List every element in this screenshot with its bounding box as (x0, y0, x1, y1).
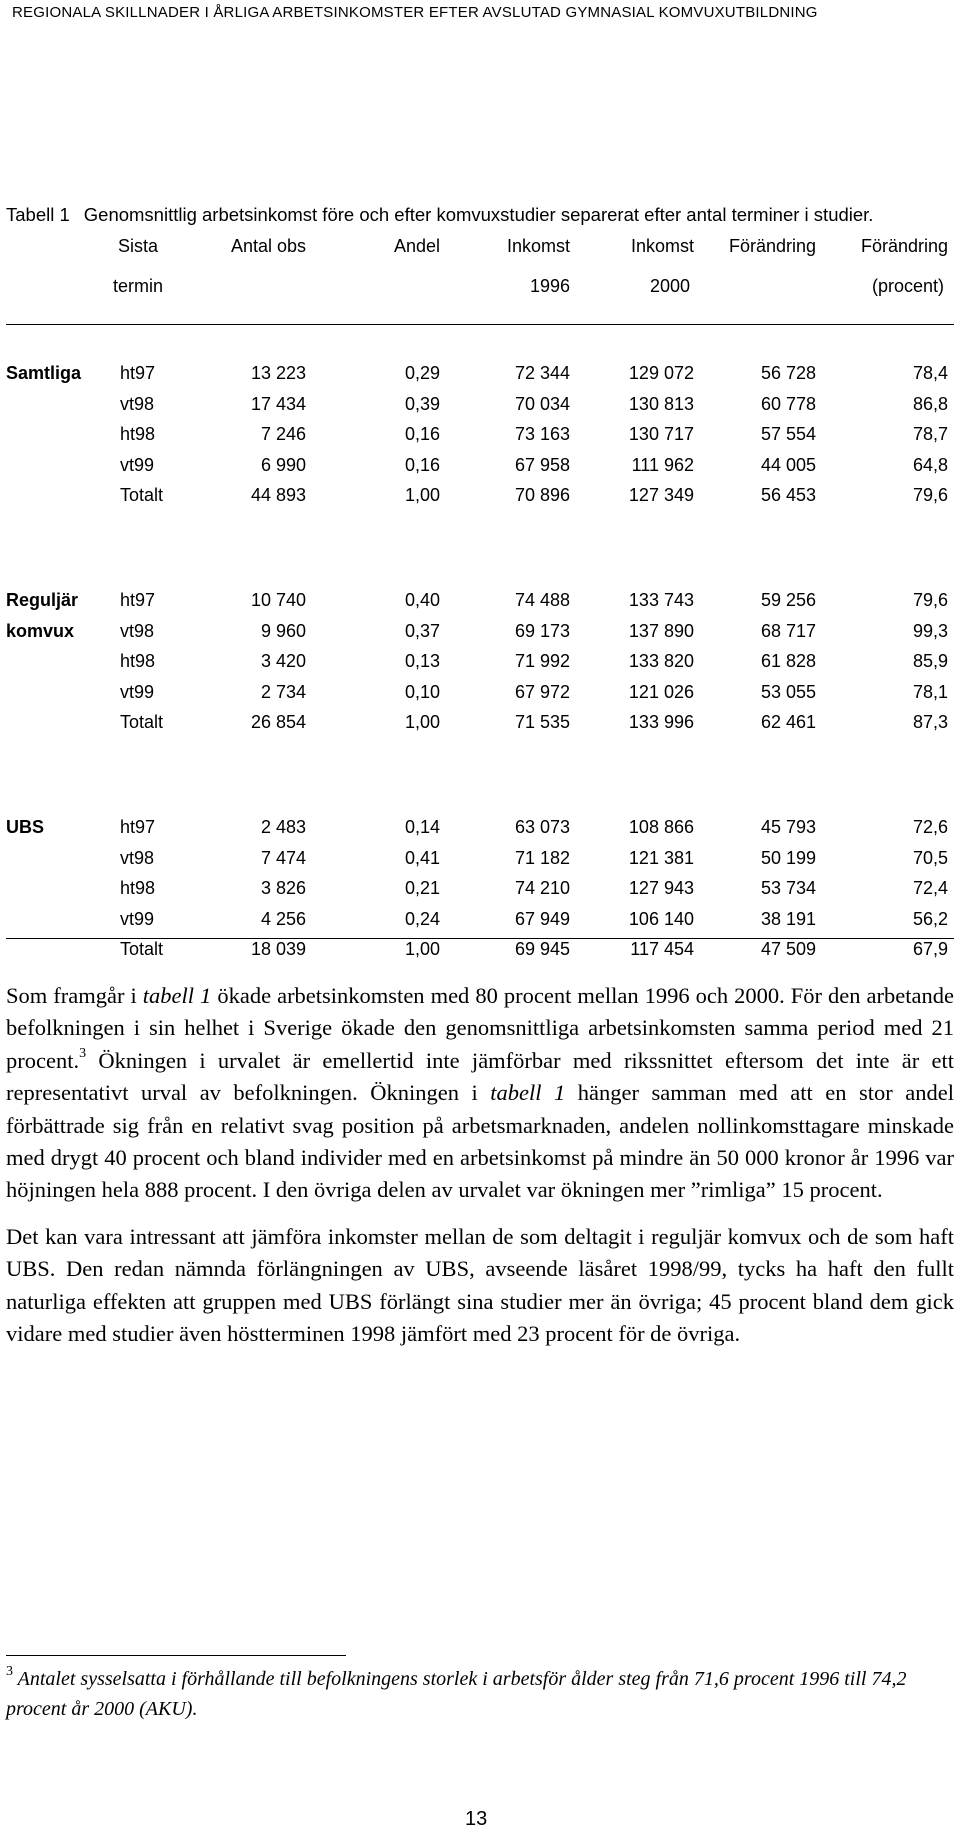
cell-inc1996: 69 945 (514, 939, 570, 959)
cell-inc2000: 130 813 (628, 393, 694, 414)
cell-obs: 2 483 (260, 817, 306, 837)
cell-term: vt98 (120, 620, 155, 641)
cell-pct: 85,9 (912, 651, 948, 671)
cell-inc2000: 117 454 (630, 939, 694, 959)
cell-pct: 56,2 (912, 908, 948, 929)
column-header-obs: Antal obs (230, 236, 306, 256)
cell-term: Totalt (120, 712, 164, 732)
cell-inc1996: 67 949 (514, 908, 570, 929)
cell-pct: 99,3 (912, 620, 948, 641)
cell-change: 59 256 (760, 590, 816, 610)
cell-inc2000: 133 996 (628, 712, 694, 732)
cell-term: vt99 (120, 908, 155, 929)
cell-obs: 3 826 (260, 878, 306, 898)
cell-change: 68 717 (760, 620, 816, 641)
paragraph-2: Det kan vara intressant att jämföra inkomster mellan de som deltagit i reguljär komvux och de som haft UBS. Den redan nämnda förlängningen av UBS, avseende läsåret 1998/99, tycks ha haft den fullt naturliga effekten att gruppen med UBS förlängt sina studier mer än övriga; 45 procent bland dem gick vidare med studier även höstterminen 1998 jämfört med 23 procent för de övriga. (6, 1223, 954, 1347)
cell-share: 0,16 (404, 454, 440, 475)
cell-pct: 67,9 (912, 939, 948, 959)
cell-share: 0,37 (404, 620, 440, 641)
cell-inc1996: 71 992 (514, 651, 570, 671)
column-header-share: Andel (393, 236, 440, 256)
running-header: REGIONALA SKILLNADER I ÅRLIGA ARBETSINKOMSTER EFTER AVSLUTAD GYMNASIAL KOMVUXUTBILDNING (12, 4, 818, 21)
cell-inc2000: 133 743 (628, 590, 694, 610)
cell-obs: 9 960 (260, 620, 306, 641)
footnote (6, 1664, 954, 1724)
cell-inc1996: 70 896 (514, 485, 570, 505)
cell-inc1996: 74 210 (514, 878, 570, 898)
cell-share: 1,00 (404, 712, 440, 732)
cell-obs: 26 854 (250, 712, 306, 732)
group-label-sub: komvux (6, 620, 75, 641)
cell-obs: 10 740 (250, 590, 306, 610)
column-header-income-1996: Inkomst (506, 236, 570, 256)
cell-inc2000: 127 943 (628, 878, 694, 898)
cell-inc2000: 133 820 (628, 651, 694, 671)
cell-inc1996: 63 073 (514, 817, 570, 837)
cell-inc1996: 70 034 (514, 393, 570, 414)
cell-obs: 7 474 (260, 847, 306, 868)
cell-inc1996: 73 163 (514, 424, 570, 444)
cell-term: ht98 (120, 878, 156, 898)
cell-pct: 64,8 (912, 454, 948, 475)
cell-inc2000: 127 349 (628, 485, 694, 505)
table-header-rule (6, 324, 954, 325)
cell-pct: 78,7 (912, 424, 948, 444)
cell-term: vt99 (120, 454, 155, 475)
cell-inc2000: 130 717 (628, 424, 694, 444)
cell-pct: 86,8 (912, 393, 948, 414)
cell-share: 0,29 (404, 363, 440, 383)
cell-change: 56 453 (760, 485, 816, 505)
body-text (6, 980, 954, 1364)
cell-obs: 4 256 (260, 908, 306, 929)
column-header-income-2000-sub: 2000 (649, 276, 690, 296)
page-number: 13 (465, 1808, 488, 1830)
column-header-term-sub: termin (112, 276, 163, 296)
cell-change: 53 055 (760, 681, 816, 702)
cell-share: 0,10 (404, 681, 440, 702)
cell-inc1996: 71 535 (514, 712, 570, 732)
table-reference: tabell 1 (142, 983, 212, 1008)
cell-pct: 79,6 (912, 590, 948, 610)
cell-pct: 79,6 (912, 485, 948, 505)
column-header-change-pct-sub: (procent) (871, 276, 944, 296)
cell-obs: 18 039 (250, 939, 306, 959)
cell-term: ht97 (120, 363, 156, 383)
cell-inc1996: 74 488 (514, 590, 570, 610)
cell-share: 0,21 (404, 878, 440, 898)
cell-obs: 6 990 (260, 454, 306, 475)
footnote-separator (6, 1655, 346, 1656)
column-header-change: Förändring (728, 236, 816, 256)
cell-inc1996: 67 958 (514, 454, 570, 475)
cell-inc2000: 129 072 (628, 363, 694, 383)
footnote-text: Antalet sysselsatta i förhållande till befolkningens storlek i arbetsför ålder steg från 71,6 procent 1996 till 74,2 procent år 2000 (AKU). (6, 1668, 907, 1720)
cell-share: 0,40 (404, 590, 440, 610)
cell-obs: 2 734 (260, 681, 306, 702)
cell-obs: 7 246 (260, 424, 306, 444)
group-label: Samtliga (6, 363, 82, 383)
table-reference: tabell 1 (490, 1080, 566, 1106)
cell-share: 1,00 (404, 939, 440, 959)
cell-share: 1,00 (404, 485, 440, 505)
cell-share: 0,24 (404, 908, 440, 929)
footnote-reference: 3 (79, 1046, 87, 1062)
cell-change: 50 199 (760, 847, 816, 868)
cell-change: 57 554 (760, 424, 816, 444)
cell-term: vt99 (120, 681, 155, 702)
cell-inc1996: 72 344 (514, 363, 570, 383)
cell-share: 0,13 (404, 651, 440, 671)
paragraph-1: Som framgår i tabell 1 ökade arbetsinkomsten med 80 procent mellan 1996 och 2000. För den arbetande befolkningen i sin helhet i Sverige ökade den genomsnittliga arbetsinkomsten samma period med 21 procent.$^3$ Ökningen i urvalet är emellertid inte jämförbar med rikssnittet eftersom det inte är ett representativt urval av befolkningen. Ökningen i tabell 1 hänger samman med att en stor andel förbättrade sig från en relativt svag position på arbetsmarknaden, andelen nollinkomsttagare minskade med drygt 40 procent och bland individer med en arbetsinkomst på mindre än 50 000 kronor år 1996 var höjningen hela 888 procent. I den övriga delen av urvalet var ökningen mer ”rimliga” 15 procent. (6, 983, 955, 1203)
column-header-income-1996-sub: 1996 (529, 276, 570, 296)
group-label: UBS (6, 817, 45, 837)
table-caption-number: Tabell 1 (6, 204, 70, 225)
cell-share: 0,16 (404, 424, 440, 444)
group-label: Reguljär (6, 590, 79, 610)
cell-pct: 70,5 (912, 847, 948, 868)
cell-term: Totalt (120, 939, 164, 959)
cell-obs: 3 420 (260, 651, 306, 671)
cell-inc2000: 137 890 (628, 620, 694, 641)
cell-pct: 87,3 (912, 712, 948, 732)
column-header-change-pct: Förändring (860, 236, 948, 256)
cell-change: 62 461 (760, 712, 816, 732)
cell-term: ht97 (120, 590, 156, 610)
table-caption (6, 204, 873, 226)
cell-share: 0,14 (404, 817, 440, 837)
cell-pct: 78,1 (912, 681, 948, 702)
column-header-income-2000: Inkomst (630, 236, 694, 256)
cell-change: 47 509 (760, 939, 816, 959)
cell-obs: 17 434 (250, 393, 306, 414)
cell-change: 61 828 (760, 651, 816, 671)
cell-change: 60 778 (760, 393, 816, 414)
cell-inc2000: 106 140 (628, 908, 694, 929)
cell-change: 53 734 (760, 878, 816, 898)
cell-share: 0,41 (404, 847, 440, 868)
cell-term: Totalt (120, 485, 164, 505)
cell-inc2000: 121 026 (628, 681, 694, 702)
cell-inc1996: 71 182 (514, 847, 570, 868)
table-caption-text: Genomsnittlig arbetsinkomst före och efter komvuxstudier separerat efter antal terminer i studier. (83, 204, 874, 225)
cell-pct: 78,4 (912, 363, 948, 383)
cell-inc2000: 111 962 (631, 454, 694, 475)
cell-inc1996: 69 173 (514, 620, 570, 641)
cell-change: 56 728 (760, 363, 816, 383)
cell-term: ht97 (120, 817, 156, 837)
cell-share: 0,39 (404, 393, 440, 414)
cell-change: 45 793 (760, 817, 816, 837)
cell-inc1996: 67 972 (514, 681, 570, 702)
cell-change: 44 005 (760, 454, 816, 475)
column-header-term: Sista (117, 236, 159, 256)
cell-term: ht98 (120, 651, 156, 671)
cell-pct: 72,4 (912, 878, 948, 898)
cell-obs: 13 223 (250, 363, 306, 383)
cell-term: vt98 (120, 847, 155, 868)
cell-pct: 72,6 (912, 817, 948, 837)
cell-change: 38 191 (760, 908, 816, 929)
table-bottom-rule (6, 938, 954, 939)
footnote-marker: 3 (6, 1664, 13, 1680)
cell-inc2000: 121 381 (628, 847, 694, 868)
cell-obs: 44 893 (250, 485, 306, 505)
cell-term: ht98 (120, 424, 156, 444)
cell-inc2000: 108 866 (628, 817, 694, 837)
cell-term: vt98 (120, 393, 155, 414)
